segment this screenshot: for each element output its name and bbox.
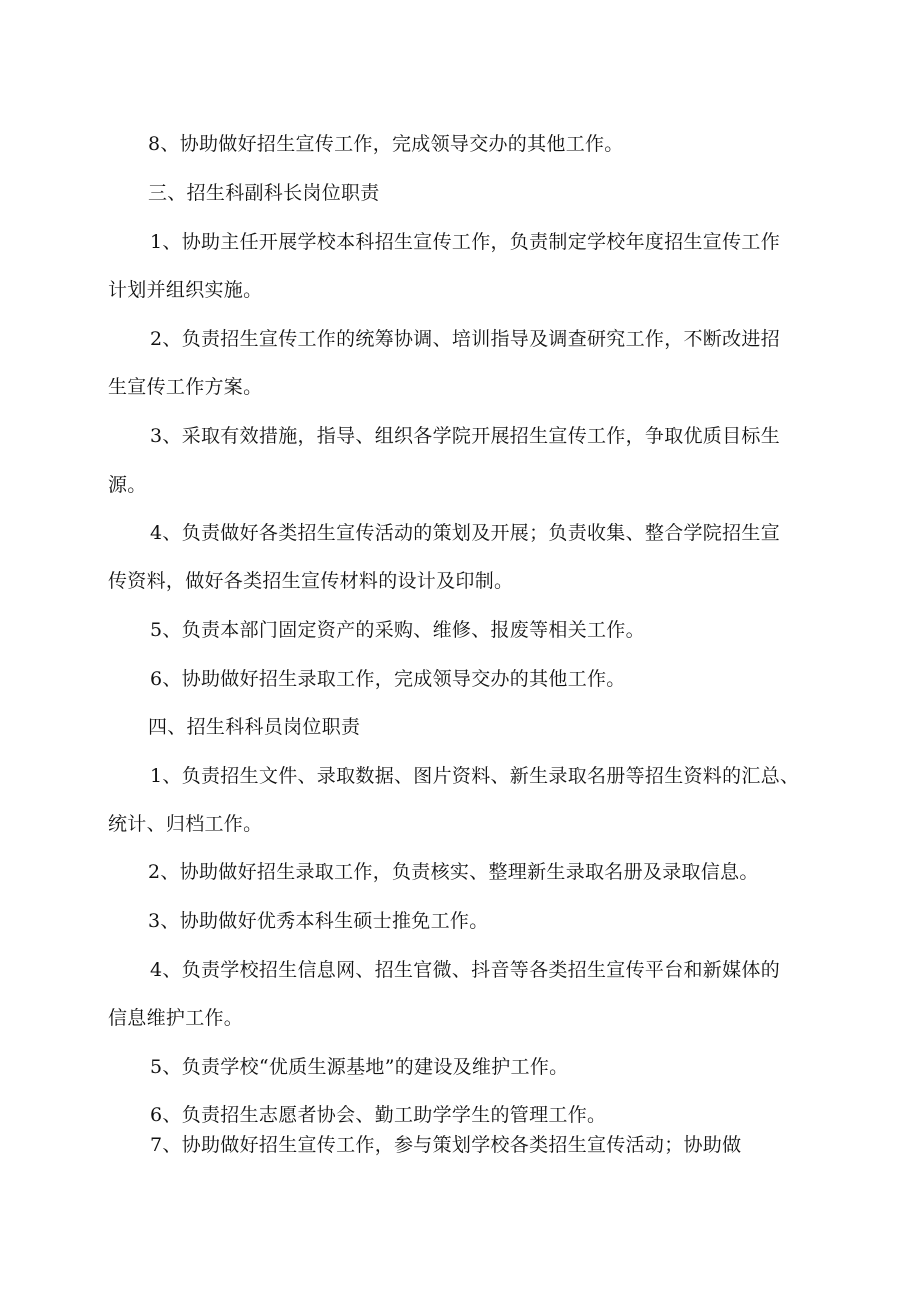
- section-heading-3: 三、招生科副科长岗位职责: [148, 182, 380, 204]
- paragraph-4-line-1: 4、负责做好各类招生宣传活动的策划及开展；负责收集、整合学院招生宣: [150, 522, 780, 544]
- section-heading-4: 四、招生科科员岗位职责: [148, 716, 361, 738]
- paragraph-8-line-1: 8、协助做好招生宣传工作，完成领导交办的其他工作。: [148, 133, 624, 155]
- staff-paragraph-5: 5、负责学校“优质生源基地”的建设及维护工作。: [150, 1056, 569, 1078]
- paragraph-6: 6、协助做好招生录取工作，完成领导交办的其他工作。: [150, 668, 626, 690]
- staff-paragraph-6: 6、负责招生志愿者协会、勤工助学学生的管理工作。: [150, 1104, 607, 1126]
- paragraph-2-line-2: 生宣传工作方案。: [108, 376, 263, 398]
- paragraph-5: 5、负责本部门固定资产的采购、维修、报废等相关工作。: [150, 619, 645, 641]
- paragraph-4-line-2: 传资料，做好各类招生宣传材料的设计及印制。: [108, 570, 514, 592]
- staff-paragraph-2: 2、协助做好招生录取工作，负责核实、整理新生录取名册及录取信息。: [148, 861, 759, 883]
- paragraph-3-line-2: 源。: [108, 474, 147, 496]
- staff-paragraph-4-line-1: 4、负责学校招生信息网、招生官微、抖音等各类招生宣传平台和新媒体的: [150, 959, 780, 981]
- paragraph-3-line-1: 3、采取有效措施，指导、组织各学院开展招生宣传工作，争取优质目标生: [150, 425, 780, 447]
- paragraph-1-line-1: 1、协助主任开展学校本科招生宣传工作，负责制定学校年度招生宣传工作: [150, 231, 780, 253]
- paragraph-1-line-2: 计划并组织实施。: [108, 279, 263, 301]
- paragraph-2-line-1: 2、负责招生宣传工作的统筹协调、培训指导及调查研究工作，不断改进招: [150, 328, 780, 350]
- staff-paragraph-1-line-1: 1、负责招生文件、录取数据、图片资料、新生录取名册等招生资料的汇总、: [150, 765, 800, 787]
- staff-paragraph-1-line-2: 统计、归档工作。: [108, 813, 263, 835]
- staff-paragraph-7-line-1: 7、协助做好招生宣传工作，参与策划学校各类招生宣传活动；协助做: [150, 1134, 742, 1156]
- staff-paragraph-4-line-2: 信息维护工作。: [108, 1007, 244, 1029]
- staff-paragraph-3: 3、协助做好优秀本科生硕士推免工作。: [148, 910, 489, 932]
